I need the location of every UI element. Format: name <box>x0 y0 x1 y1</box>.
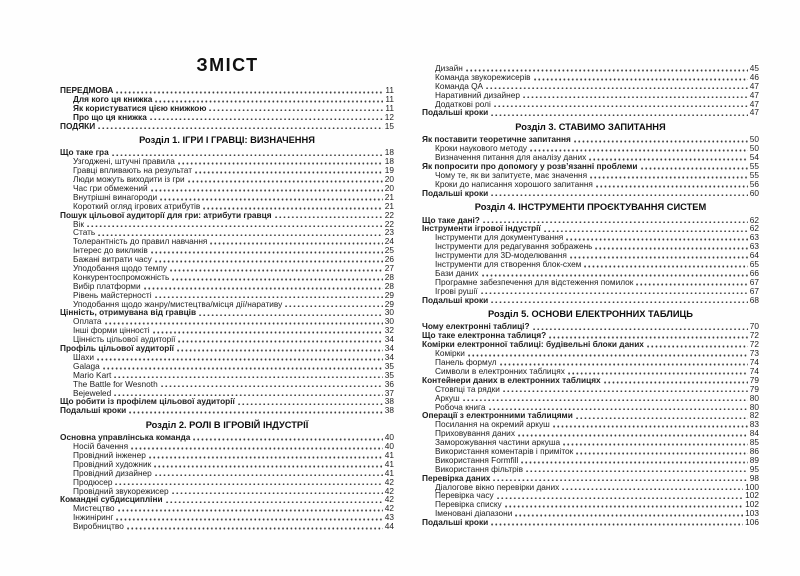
entry-page-number: 73 <box>749 348 759 359</box>
toc-entry <box>422 340 759 349</box>
entry-label: Подальші кроки <box>60 405 127 416</box>
entry-label: Бажані витрати часу <box>73 254 152 265</box>
entry-label: Провідний дизайнер <box>73 467 152 478</box>
entry-page-number: 74 <box>749 357 759 368</box>
entry-page-number: 20 <box>384 174 394 185</box>
entry-page-number: 22 <box>384 218 394 229</box>
entry-page-number: 41 <box>384 449 394 460</box>
entry-page-number: 95 <box>749 463 759 474</box>
entry-page-number: 63 <box>749 241 759 252</box>
entry-page-number: 62 <box>749 223 759 234</box>
entry-label: Як користуватися цією книжкою <box>73 102 207 113</box>
entry-page-number: 86 <box>749 445 759 456</box>
entry-label: Конкурентоспроможність <box>73 271 170 282</box>
entry-page-number: 42 <box>384 476 394 487</box>
entry-label: Команда QA <box>435 80 484 91</box>
dot-leader <box>285 305 383 308</box>
entry-label: Що таке гра <box>60 147 109 158</box>
dot-leader <box>636 283 747 286</box>
entry-label: Інтерес до викликів <box>73 245 148 256</box>
entry-page-number: 56 <box>749 178 759 189</box>
dot-leader <box>118 509 383 512</box>
entry-page-number: 41 <box>384 458 394 469</box>
entry-label: Команда звукорежисерів <box>435 71 531 82</box>
entry-page-number: 102 <box>745 490 759 501</box>
dot-leader <box>566 238 747 241</box>
dot-leader <box>150 118 383 121</box>
entry-page-number: 47 <box>749 80 759 91</box>
dot-leader <box>210 242 382 245</box>
entry-label: Узгоджені, штучні правила <box>73 156 175 167</box>
dot-leader <box>275 216 383 219</box>
chapter-heading: Розділ 5. ОСНОВИ ЕЛЕКТРОННИХ ТАБЛИЦЬ <box>488 308 693 319</box>
dot-leader <box>523 96 748 99</box>
entry-page-number: 66 <box>749 267 759 278</box>
entry-page-number: 55 <box>749 161 759 172</box>
dot-leader <box>177 349 383 352</box>
entry-page-number: 28 <box>384 280 394 291</box>
chapter-heading: Розділ 4. ІНСТРУМЕНТИ ПРОЄКТУВАННЯ СИСТЕМ <box>474 202 707 213</box>
entry-page-number: 35 <box>384 369 394 380</box>
entry-label: Подальші кроки <box>422 187 489 198</box>
entry-label: Використання Formfill <box>435 454 519 465</box>
dot-leader <box>98 127 383 130</box>
entry-label: Приховування даних <box>435 428 515 439</box>
entry-label: Командні субдисципліни <box>60 494 163 505</box>
entry-label: Провідний художник <box>73 458 152 469</box>
entry-label: Визначення питання для аналізу даних <box>435 152 587 163</box>
dot-leader <box>515 514 743 517</box>
dot-leader <box>151 189 383 192</box>
entry-label: Уподобання щодо темпу <box>73 263 168 274</box>
entry-page-number: 83 <box>749 419 759 430</box>
entry-page-number: 80 <box>749 401 759 412</box>
dot-leader <box>103 367 383 370</box>
entry-label: Комірки <box>435 348 465 359</box>
entry-page-number: 40 <box>384 432 394 443</box>
entry-page-number: 34 <box>384 351 394 362</box>
entry-page-number: 29 <box>384 298 394 309</box>
entry-label: Люди можуть виходити із гри <box>73 174 185 185</box>
dot-leader <box>526 470 748 473</box>
entry-label: Інструменти для документування <box>435 232 564 243</box>
entry-label: Заморожування частини аркуша <box>435 437 561 448</box>
entry-page-number: 89 <box>749 454 759 465</box>
entry-label: Використання фільтрів <box>435 463 524 474</box>
dot-leader <box>641 167 748 170</box>
dot-leader <box>481 292 748 295</box>
dot-leader <box>172 278 382 281</box>
entry-label: Bejeweled <box>73 387 112 398</box>
entry-page-number: 42 <box>384 494 394 505</box>
entry-page-number: 40 <box>384 441 394 452</box>
entry-label: Використання коментарів і приміток <box>435 445 574 456</box>
dot-leader <box>463 399 748 402</box>
entry-page-number: 79 <box>749 383 759 394</box>
entry-page-number: 30 <box>384 307 394 318</box>
dot-leader <box>127 527 383 530</box>
entry-label: Galaga <box>73 360 100 371</box>
entry-label: Що робити із профілем цільової аудиторії <box>60 396 235 407</box>
dot-leader <box>116 91 383 94</box>
dot-leader <box>151 251 383 254</box>
entry-label: Ігрові рушії <box>435 285 478 296</box>
entry-page-number: 85 <box>749 437 759 448</box>
entry-page-number: 42 <box>384 485 394 496</box>
dot-leader <box>534 78 748 81</box>
entry-label: Профіль цільової аудиторії <box>60 343 175 354</box>
entry-label: Програмне забезпечення для відстеження помилок <box>435 276 634 287</box>
entry-label: Толерантність до правил навчання <box>73 236 208 247</box>
entry-label: Символи в електронних таблицях <box>435 365 565 376</box>
entry-label: Панель формул <box>435 357 497 368</box>
entry-page-number: 42 <box>384 503 394 514</box>
dot-leader <box>497 497 744 500</box>
entry-label: Подальші кроки <box>422 517 489 528</box>
toc-entry <box>422 518 759 527</box>
entry-label: Інструменти для створення блок-схем <box>435 259 582 270</box>
dot-leader <box>199 314 383 317</box>
entry-label: Комірки електронної таблиці: будівельні блоки даних <box>422 339 644 350</box>
entry-label: Оплата <box>73 316 102 327</box>
entry-label: The Battle for Wesnoth <box>73 378 158 389</box>
entry-label: ПОДЯКИ <box>60 120 96 131</box>
entry-page-number: 11 <box>385 85 394 95</box>
entry-page-number: 21 <box>384 191 394 202</box>
dot-leader <box>590 176 748 179</box>
entry-label: Що таке дані? <box>422 214 480 225</box>
entry-label: Робоча книга <box>435 401 486 412</box>
dot-leader <box>544 230 748 233</box>
entry-label: Операції з електронними таблицями <box>422 410 573 421</box>
toc-entry <box>422 189 759 198</box>
entry-page-number: 18 <box>384 147 394 158</box>
entry-page-number: 63 <box>749 232 759 243</box>
entry-page-number: 30 <box>384 316 394 327</box>
entry-label: Як поставити теоретичне запитання <box>422 134 571 145</box>
entry-page-number: 70 <box>749 321 759 332</box>
dot-leader <box>97 358 383 361</box>
entry-page-number: 82 <box>749 410 759 421</box>
entry-page-number: 38 <box>384 396 394 407</box>
entry-page-number: 21 <box>384 200 394 211</box>
entry-label: Інструменти для редагування зображень <box>435 241 593 252</box>
dot-leader <box>574 140 748 143</box>
dot-leader <box>491 523 743 526</box>
entry-label: Стать <box>73 227 96 238</box>
entry-label: Аркуш <box>435 392 460 403</box>
entry-page-number: 28 <box>384 271 394 282</box>
entry-label: Mario Kart <box>73 369 112 380</box>
entry-label: Інжиніринг <box>73 512 114 523</box>
entry-label: Виробництво <box>73 521 124 532</box>
toc-entry <box>60 406 394 415</box>
entry-label: Чому електронні таблиці? <box>422 321 530 332</box>
dot-leader <box>129 411 383 414</box>
dot-leader <box>172 492 383 495</box>
entry-page-number: 43 <box>384 512 394 523</box>
toc-entry <box>60 122 394 131</box>
entry-page-number: 98 <box>749 472 759 483</box>
entry-page-number: 62 <box>749 214 759 225</box>
entry-page-number: 20 <box>384 183 394 194</box>
dot-leader <box>491 194 748 197</box>
toc-column-left <box>60 86 394 531</box>
toc-entry <box>60 353 394 362</box>
dot-leader <box>596 185 748 188</box>
dot-leader <box>238 403 383 406</box>
entry-label: Інструменти для 3D-моделювання <box>435 250 567 261</box>
entry-page-number: 26 <box>384 254 394 265</box>
entry-label: Іменовані діапазони <box>435 508 513 519</box>
entry-label: Кроки до написання хорошого запитання <box>435 178 593 189</box>
dot-leader <box>521 461 747 464</box>
dot-leader <box>161 385 383 388</box>
entry-page-number: 29 <box>384 289 394 300</box>
entry-label: Короткий огляд ігрових атрибутів <box>73 200 201 211</box>
entry-label: Дизайн <box>435 63 463 73</box>
entry-page-number: 50 <box>749 134 759 145</box>
entry-page-number: 68 <box>749 294 759 305</box>
entry-label: Як попросити про допомогу у розв’язанні проблеми <box>422 161 638 172</box>
entry-page-number: 22 <box>384 209 394 220</box>
entry-label: Основна управлінська команда <box>60 432 191 443</box>
toc-entry <box>60 211 394 220</box>
dot-leader <box>493 479 747 482</box>
entry-label: Діалогове вікно перевірки даних <box>435 481 560 492</box>
toc-entry <box>422 108 759 117</box>
entry-page-number: 34 <box>384 343 394 354</box>
entry-label: Вибір платформи <box>73 280 141 291</box>
entry-page-number: 32 <box>384 325 394 336</box>
dot-leader <box>149 456 383 459</box>
dot-leader <box>562 488 743 491</box>
dot-leader <box>494 105 748 108</box>
entry-label: Уподобання щодо жанру/мистецтва/місця дії/наративу <box>73 298 283 309</box>
entry-page-number: 84 <box>749 428 759 439</box>
entry-label: Інші форми цінності <box>73 325 150 336</box>
entry-label: Вік <box>73 218 85 229</box>
dot-leader <box>131 447 383 450</box>
entry-label: Цінність, отримувана від гравців <box>60 307 197 318</box>
entry-page-number: 11 <box>385 102 394 113</box>
entry-page-number: 74 <box>749 365 759 376</box>
entry-page-number: 46 <box>749 71 759 82</box>
entry-label: Рівень майстерності <box>73 289 152 300</box>
entry-page-number: 67 <box>749 276 759 287</box>
entry-page-number: 106 <box>745 517 759 528</box>
dot-leader <box>153 331 383 334</box>
entry-page-number: 34 <box>384 334 394 345</box>
entry-label: Інструменти ігрової індустрії <box>422 223 541 234</box>
entry-label: ПЕРЕДМОВА <box>60 85 114 95</box>
toc-entry <box>60 308 394 317</box>
entry-page-number: 25 <box>384 245 394 256</box>
entry-label: Гравці впливають на результат <box>73 165 193 176</box>
dot-leader <box>468 354 748 357</box>
toc-entry <box>60 113 394 122</box>
entry-page-number: 41 <box>384 467 394 478</box>
entry-label: Продюсер <box>73 476 113 487</box>
dot-leader <box>188 180 383 183</box>
entry-label: Носій бачення <box>73 441 129 452</box>
entry-page-number: 15 <box>384 120 394 131</box>
entry-page-number: 50 <box>749 143 759 154</box>
entry-page-number: 45 <box>749 63 759 73</box>
dot-leader <box>87 225 383 228</box>
dot-leader <box>154 465 383 468</box>
entry-label: Цінність цільової аудиторії <box>73 334 176 345</box>
entry-label: Провідний звукорежисер <box>73 485 169 496</box>
entry-label: Внутрішні винагороди <box>73 191 158 202</box>
dot-leader <box>116 518 382 521</box>
entry-page-number: 55 <box>749 169 759 180</box>
entry-label: Додаткові ролі <box>435 98 491 109</box>
dot-leader <box>491 301 748 304</box>
dot-leader <box>491 114 748 117</box>
dot-leader <box>209 109 383 112</box>
entry-label: Перевірка даних <box>422 472 491 483</box>
entry-label: Що таке електронна таблиця? <box>422 330 547 341</box>
dot-leader <box>576 452 747 455</box>
entry-label: Стовпці та рядки <box>435 383 500 394</box>
entry-page-number: 60 <box>749 187 759 198</box>
toc-entry <box>60 220 394 229</box>
entry-page-number: 35 <box>384 360 394 371</box>
entry-label: Подальші кроки <box>422 294 489 305</box>
toc-column-right <box>422 64 759 527</box>
entry-page-number: 18 <box>384 156 394 167</box>
dot-leader <box>533 328 748 331</box>
entry-page-number: 11 <box>385 93 394 104</box>
entry-label: Перевірка часу <box>435 490 494 501</box>
dot-leader <box>576 417 748 420</box>
entry-label: Кроки наукового методу <box>435 143 528 154</box>
entry-label: Про що ця книжка <box>73 111 147 122</box>
dot-leader <box>115 483 382 486</box>
dot-leader <box>604 381 748 384</box>
dot-leader <box>178 340 382 343</box>
entry-page-number: 72 <box>749 339 759 350</box>
dot-leader <box>155 474 383 477</box>
chapter-heading: Розділ 1. ІГРИ І ГРАВЦІ: ВИЗНАЧЕННЯ <box>139 134 315 145</box>
dot-leader <box>503 390 748 393</box>
entry-page-number: 65 <box>749 259 759 270</box>
entry-page-number: 72 <box>749 330 759 341</box>
dot-leader <box>144 287 383 290</box>
dot-leader <box>563 443 748 446</box>
dot-leader <box>584 265 747 268</box>
entry-page-number: 47 <box>749 107 759 118</box>
page-title: ЗМІСТ <box>196 55 259 75</box>
entry-page-number: 27 <box>384 263 394 274</box>
entry-label: Бази даних <box>435 267 479 278</box>
entry-page-number: 47 <box>749 89 759 100</box>
chapter-heading: Розділ 3. СТАВИМО ЗАПИТАННЯ <box>515 121 666 132</box>
entry-page-number: 12 <box>384 111 394 122</box>
entry-label: Подальші кроки <box>422 107 489 118</box>
entry-page-number: 79 <box>749 374 759 385</box>
entry-label: Пошук цільової аудиторії для гри: атрибути гравця <box>60 209 272 220</box>
entry-page-number: 64 <box>749 250 759 261</box>
dot-leader <box>155 260 383 263</box>
entry-label: Наративний дизайнер <box>435 89 520 100</box>
entry-page-number: 47 <box>749 98 759 109</box>
entry-page-number: 23 <box>384 227 394 238</box>
entry-page-number: 102 <box>745 499 759 510</box>
entry-page-number: 54 <box>749 152 759 163</box>
entry-page-number: 80 <box>749 392 759 403</box>
dot-leader <box>178 162 383 165</box>
entry-label: Контейнери даних в електронних таблицях <box>422 374 601 385</box>
entry-label: Перевірка списку <box>435 499 502 510</box>
entry-label: Шахи <box>73 351 95 362</box>
dot-leader <box>595 247 747 250</box>
toc-entry <box>422 296 759 305</box>
toc-entry <box>422 385 759 394</box>
dot-leader <box>553 425 748 428</box>
entry-label: Мистецтво <box>73 503 115 514</box>
entry-label: Посилання на окремий аркуш <box>435 419 550 430</box>
chapter-heading: Розділ 2. РОЛІ В ІГРОВІЙ ІНДУСТРІЇ <box>145 419 309 430</box>
dot-leader <box>486 87 748 90</box>
dot-leader <box>647 345 748 348</box>
dot-leader <box>193 438 382 441</box>
entry-label: Чому те, як ви запитуєте, має значення <box>435 169 588 180</box>
entry-page-number: 37 <box>384 387 394 398</box>
entry-page-number: 67 <box>749 285 759 296</box>
entry-page-number: 19 <box>384 165 394 176</box>
dot-leader <box>195 171 383 174</box>
entry-page-number: 24 <box>384 236 394 247</box>
dot-leader <box>166 501 383 504</box>
dot-leader <box>170 269 383 272</box>
entry-page-number: 103 <box>745 508 759 519</box>
toc-entry <box>60 344 394 353</box>
toc-entry <box>60 522 394 531</box>
dot-leader <box>505 505 743 508</box>
entry-label: Час гри обмежений <box>73 183 148 194</box>
entry-label: Для кого ця книжка <box>73 93 153 104</box>
entry-page-number: 36 <box>384 378 394 389</box>
entry-label: Провідний інженер <box>73 449 146 460</box>
entry-page-number: 38 <box>384 405 394 416</box>
entry-page-number: 44 <box>384 521 394 532</box>
entry-page-number: 100 <box>745 481 759 492</box>
dot-leader <box>570 256 748 259</box>
